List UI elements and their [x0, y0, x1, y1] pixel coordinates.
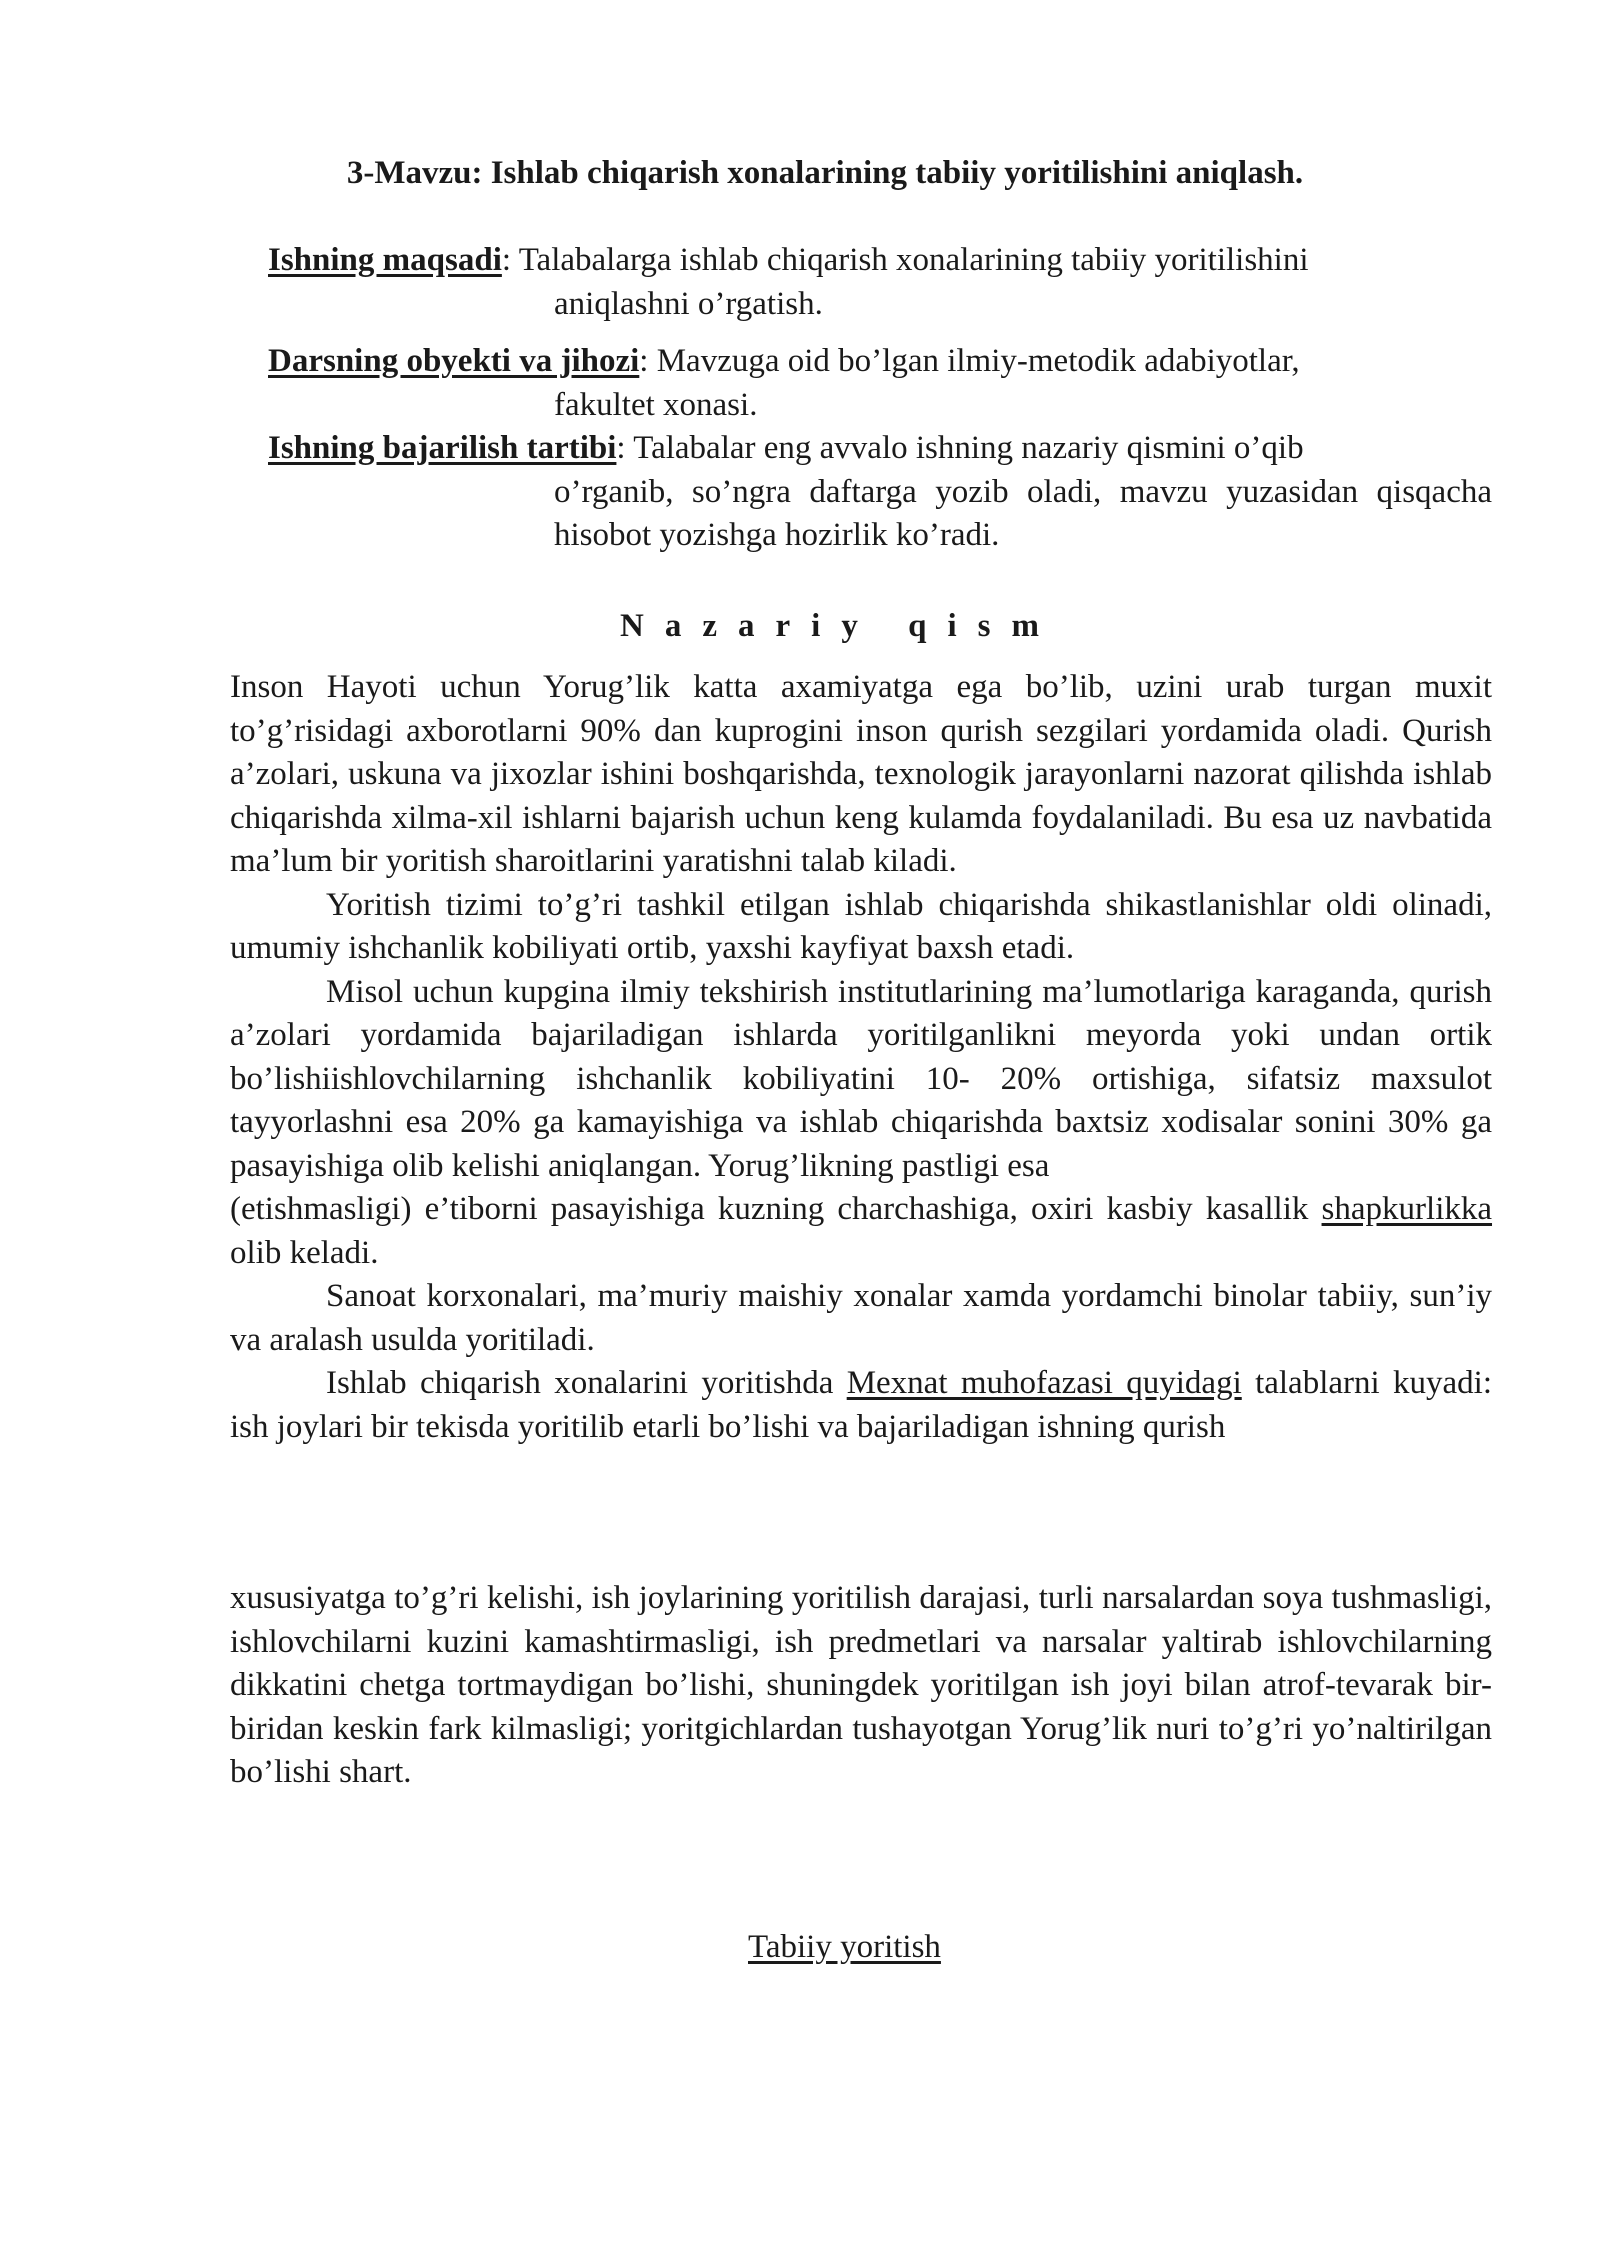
- goal-label: Ishning maqsadi: [268, 242, 502, 278]
- object-row: [268, 340, 1492, 384]
- goal-text-continued: aniqlashni o’rgatish.: [554, 285, 823, 322]
- paragraph-2: Yoritish tizimi to’g’ri tashkil etilgan ishlab chiqarishda shikastlanishlar oldi olinadi, umumiy ishchanlik kobiliyati ortib, yaxshi kayfiyat baxsh etadi.: [230, 886, 1492, 966]
- paragraph-4-text: (etishmasligi) e’tiborni pasayishiga kuzning charchashiga, oxiri kasbiy kasallik: [230, 1191, 1309, 1227]
- paragraph-6-end: talablarni kuyadi: ish joylari bir tekisda yoritilib etarli bo’lishi va bajariladigan ishning qurish: [230, 1365, 1492, 1445]
- object-block: [268, 340, 1492, 427]
- paragraph-6-start: Ishlab chiqarish xonalarini yoritishda: [326, 1365, 847, 1401]
- object-label: Darsning obyekti va jihozi: [268, 343, 640, 379]
- subheading-tabiiy-yoritish: Tabiiy yoritish: [748, 1929, 941, 1965]
- object-text-continued: fakultet xonasi.: [554, 386, 758, 423]
- object-text: : Mavzuga oid bo’lgan ilmiy-metodik adabiyotlar,: [639, 343, 1300, 379]
- order-label: Ishning bajarilish tartibi: [268, 430, 617, 466]
- paragraph-5: Sanoat korxonalari, ma’muriy maishiy xonalar xamda yordamchi binolar tabiiy, sun’iy va aralash usulda yoritiladi.: [230, 1278, 1492, 1358]
- paragraph-7: xususiyatga to’g’ri kelishi, ish joylarining yoritilish darajasi, turli narsalardan soya tushmasligi, ishlovchilarni kuzini kamashtirmasligi, ish predmetlari va narsalar yaltirab ishlovchilarning dikkatini chetga tortmaydigan bo’lishi, shuningdek yoritilgan ish joyi bilan atrof-tevarak bir-biridan keskin fark kilmasligi; yoritgichlardan tushayotgan Yorug’lik nuri to’g’ri yo’naltirilgan bo’lishi shart.: [230, 1580, 1492, 1790]
- goal-block: [268, 239, 1492, 326]
- paragraph-3: Misol uchun kupgina ilmiy tekshirish institutlarining ma’lumotlariga karaganda, qurish a’zolari yordamida bajariladigan ishlarda yoritilganlikni meyorda yoki undan ortik bo’lishiishlovchilarning ishchanlik kobiliyatini 10- 20% ortishiga, sifatsiz maxsulot tayyorlashni esa 20% ga kamayishiga va ishlab chiqarishda baxtsiz xodisalar sonini 30% ga pasayishiga olib kelishi aniqlangan. Yorug’likning pastligi esa: [230, 973, 1492, 1184]
- body-text-main: [230, 666, 1492, 1449]
- section-title: Nazariy qism: [620, 608, 1060, 644]
- paragraph-4-end: olib keladi.: [230, 1234, 379, 1271]
- shapkurlikka-link[interactable]: shapkurlikka: [1321, 1191, 1493, 1227]
- body-text-continued: [230, 1577, 1492, 1795]
- goal-row: [268, 239, 1492, 283]
- order-text-continued: o’rganib, so’ngra daftarga yozib oladi, mavzu yuzasidan qisqacha hisobot yozishga hozirlik ko’radi.: [554, 473, 1492, 553]
- document-title: 3-Mavzu: Ishlab chiqarish xonalarining tabiiy yoritilishini aniqlash.: [346, 155, 1304, 191]
- paragraph-4: [230, 1188, 1492, 1275]
- paragraph-6: [230, 1362, 1492, 1449]
- mexnat-muhofazasi-link[interactable]: Mexnat muhofazasi quyidagi: [846, 1365, 1242, 1401]
- order-block: [268, 427, 1492, 558]
- order-text: : Talabalar eng avvalo ishning nazariy qismini o’qib: [616, 430, 1304, 466]
- order-row: [268, 427, 1492, 471]
- goal-text: : Talabalarga ishlab chiqarish xonalarining tabiiy yoritilishini: [501, 242, 1309, 278]
- paragraph-1: Inson Hayoti uchun Yorug’lik katta axamiyatga ega bo’lib, uzini urab turgan muxit to’g’risidagi axborotlarni 90% dan kuprogini inson qurish sezgilari yordamida oladi. Qurish a’zolari, uskuna va jixozlar ishini boshqarishda, texnologik jarayonlarni nazorat qilishda ishlab chiqarishda xilma-xil ishlarni bajarish uchun keng kulamda foydalaniladi. Bu esa uz navbatida ma’lum bir yoritish sharoitlarini yaratishni talab kiladi.: [230, 669, 1492, 879]
